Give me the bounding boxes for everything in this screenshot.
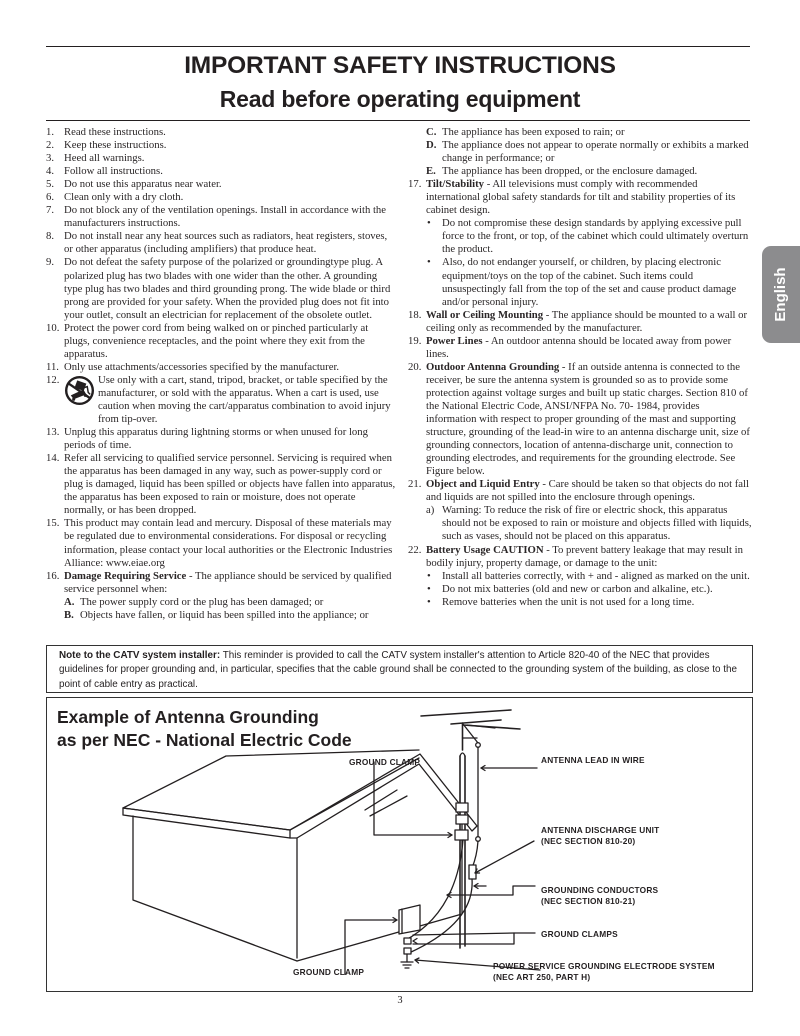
sub-item-text: Warning: To reduce the risk of fire or electric shock, this apparatus should not be exposed to rain or moisture and objects filled with liquids, such as vases, should not be placed on this apparatus. [442,504,752,543]
list-item [46,152,396,165]
item-number: 8. [46,230,55,243]
bullet-icon: • [427,582,431,595]
item-text: Unplug this apparatus during lightning storms or when unused for long periods of time. [64,426,368,452]
item-heading: Wall or Ceiling Mounting [426,308,544,321]
antenna-grounding-diagram [46,697,753,992]
label-grounding-electrode-system [493,961,715,983]
item-text: Do not defeat the safety purpose of the polarized or groundingtype plug. A polarized plug has two blades with one wider than the other. A grounding type plug has two blades and third grounding prong. The wide blade or third prong are provided for your safety. When the provided plug does not fit into your outlet, consult an electrician for replacement of the obsolete outlet. [64,256,391,321]
instructions-right-column [408,126,752,609]
label-antenna-lead-in-wire: ANTENNA LEAD IN WIRE [541,755,645,765]
bullet-text: Also, do not endanger yourself, or children, by placing electronic equipment/toys on the top of the cabinet. Such items could unsuspectingly fall from the top of the set and cause product damage and/or personal injury. [442,256,737,308]
bullet-text: Do not mix batteries (old and new or carbon and alkaline, etc.). [442,582,713,595]
label-grounding-conductors [541,885,658,907]
item-heading: Object and Liquid Entry [426,478,540,491]
item-number: 21. [408,478,422,491]
list-item [46,230,396,256]
item-text: - Care should be taken so that objects do not fall and liquids are not spilled into the enclosure through openings. [426,478,749,504]
item-number: 10. [46,321,60,334]
catv-installer-note [46,645,753,693]
item-number: 22. [408,543,422,556]
list-item-cart-warning [46,374,396,426]
item-heading: Tilt/Stability [426,178,485,191]
item-heading: Outdoor Antenna Grounding [426,360,560,373]
page-subtitle: Read before operating equipment [219,86,581,112]
list-item-battery-caution [408,544,752,570]
item-text: - The appliance should be mounted to a wall or ceiling only as recommended by the manufacturer. [426,308,748,334]
list-item [46,204,396,230]
item-text: - If an outside antenna is connected to the receiver, be sure the antenna system is grounded so as to provide some protection against voltage surges and built up static charges. Section 810 of the National Electric Code, ANSI/NFPA No. 70- 1984, provides information with respect to proper grounding of the mast and supporting structure, grounding of the lead-in wire to an antenna discharge unit, size of grounding connectors, location of antenna-discharge unit, connection to grounding electrodes, and requirements for the grounding electrode. See Figure below. [426,360,750,478]
sub-item-text: The appliance has been exposed to rain; or [442,126,625,138]
list-item-power-lines [408,335,752,361]
item-text: Clean only with a dry cloth. [64,191,184,204]
sub-item-mark: E. [426,165,436,178]
list-item-antenna-grounding [408,361,752,478]
list-item-tilt-stability [408,178,752,217]
item-text: Only use attachments/accessories specified by the manufacturer. [64,360,340,373]
sub-item [408,139,752,165]
diagram-title-line-2: as per NEC - National Electric Code [57,730,352,750]
sub-item [408,126,752,139]
label-line: (NEC ART 250, PART H) [493,972,591,982]
cart-tip-over-warning-icon [64,375,95,406]
item-number: 1. [46,126,55,138]
bullet-item [408,583,752,596]
sub-item-text: The power supply cord or the plug has been damaged; or [80,595,324,608]
bullet-icon: • [427,217,431,230]
item-heading: Power Lines [426,334,483,347]
label-line: (NEC SECTION 810-20) [541,836,636,846]
sub-item [46,596,396,609]
item-text: Refer all servicing to qualified service personnel. Servicing is required when the apparatus has been damaged in any way, such as power-supply cord or plug is damaged, liquid has been spilled or objects have fallen into apparatus, the apparatus has been exposed to rain or moisture, does not operate normally, or has been dropped. [64,452,396,517]
item-number: 17. [408,178,422,191]
item-number: 18. [408,308,422,321]
list-item [46,191,396,204]
list-item-wall-mounting [408,309,752,335]
header-bottom-rule [46,120,750,121]
sub-item-mark: C. [426,126,437,138]
label-line: GROUNDING CONDUCTORS [541,885,659,895]
item-number: 13. [46,426,60,439]
item-text: Follow all instructions. [64,165,163,178]
sub-item [408,504,752,543]
bullet-icon: • [427,256,431,269]
item-number: 11. [46,360,59,373]
label-line: (NEC SECTION 810-21) [541,896,636,906]
item-number: 5. [46,178,55,191]
list-item [46,452,396,517]
item-number: 14. [46,452,60,465]
item-number: 12. [46,373,60,386]
item-text: This product may contain lead and mercury. Disposal of these materials may be regulated due to environmental considerations. For disposal or recycling information, please contact your local authorities or the Electronic Industries Alliance: www.eiae.org [64,517,393,569]
item-number: 9. [46,256,55,269]
label-line: POWER SERVICE GROUNDING ELECTRODE SYSTEM [493,961,715,971]
item-number: 7. [46,204,55,217]
bullet-item [408,596,752,609]
page-number: 3 [397,995,403,1006]
label-antenna-discharge-unit [541,825,659,847]
item-text: Read these instructions. [64,126,166,138]
list-item [46,178,396,191]
item-text: - All televisions must comply with recommended international global safety standards for tilt and stability properties of its cabinet design. [426,178,736,217]
language-tab-english[interactable] [762,246,800,343]
label-line: ANTENNA DISCHARGE UNIT [541,825,660,835]
item-number: 20. [408,360,422,373]
label-ground-clamp-service: GROUND CLAMP [293,967,365,977]
bullet-item [408,570,752,583]
header-top-rule [46,46,750,47]
item-number: 15. [46,517,60,530]
bullet-icon: • [427,595,431,608]
list-item [46,426,396,452]
list-item [46,361,396,374]
item-heading: Damage Requiring Service [64,569,187,582]
item-number: 2. [46,139,55,152]
bullet-text: Remove batteries when the unit is not used for a long time. [442,595,695,608]
page-title: IMPORTANT SAFETY INSTRUCTIONS [184,52,616,79]
sub-item [46,609,396,622]
instructions-left-column [46,126,396,622]
item-text: Use only with a cart, stand, tripod, bracket, or table specified by the manufacturer, or sold with the apparatus. When a cart is used, use caution when moving the cart/apparatus combination to avoid injury from tip-over. [98,373,391,426]
diagram-title-line-1: Example of Antenna Grounding [57,707,319,727]
list-item [46,126,396,139]
item-number: 3. [46,152,55,165]
item-text: Heed all warnings. [64,152,145,165]
item-number: 19. [408,334,422,347]
item-text: Keep these instructions. [64,139,167,152]
sub-item-mark: D. [426,139,437,152]
label-ground-clamps: GROUND CLAMPS [541,929,618,939]
list-item [46,165,396,178]
item-text: Do not block any of the ventilation openings. Install in accordance with the manufacturers instructions. [64,204,387,230]
item-text: Protect the power cord from being walked on or pinched particularly at plugs, convenience receptacles, and the point where they exit from the apparatus. [64,321,369,360]
note-text: This reminder is provided to call the CATV system installer's attention to Article 820-40 of the NEC that provides guidelines for proper grounding and, in particular, specifies that the cable ground shall be connected to the grounding system of the building, as close to the point of cable entry as practical. [59,650,737,690]
bullet-item [408,217,752,256]
item-text: - An outdoor antenna should be located away from power lines. [426,334,732,360]
list-item-object-liquid-entry [408,478,752,504]
sub-item [408,165,752,178]
item-text: - To prevent battery leakage that may result in bodily injury, property damage, or damage to the unit: [426,543,743,569]
list-item [46,139,396,152]
item-text: Do not install near any heat sources such as radiators, heat registers, stoves, or other apparatus (including amplifiers) that produce heat. [64,230,388,256]
item-number: 4. [46,165,55,178]
label-ground-clamp-mast: GROUND CLAMP [349,757,421,767]
item-text: - The appliance should be serviced by qualified service personnel when: [64,569,392,595]
sub-item-text: Objects have fallen, or liquid has been spilled into the appliance; or [80,608,369,621]
note-heading: Note to the CATV system installer: [59,650,221,661]
item-number: 6. [46,191,55,204]
sub-item-text: The appliance has been dropped, or the enclosure damaged. [442,165,698,178]
list-item [46,570,396,596]
bullet-item [408,256,752,308]
list-item [46,517,396,569]
language-tab-label: English [772,267,789,322]
bullet-icon: • [427,569,431,582]
list-item [46,322,396,361]
list-item [46,256,396,321]
item-heading: Battery Usage CAUTION [426,543,544,556]
item-text: Do not use this apparatus near water. [64,178,222,191]
sub-item-mark: B. [64,608,74,621]
sub-item-mark: a) [426,504,435,517]
bullet-text: Do not compromise these design standards by applying excessive pull force to the front, or top, of the cabinet which could ultimately overturn the product. [442,217,749,256]
sub-item-mark: A. [64,595,75,608]
item-number: 16. [46,569,60,582]
bullet-text: Install all batteries correctly, with + and - aligned as marked on the unit. [442,569,750,582]
sub-item-text: The appliance does not appear to operate normally or exhibits a marked change in performance; or [442,139,749,165]
